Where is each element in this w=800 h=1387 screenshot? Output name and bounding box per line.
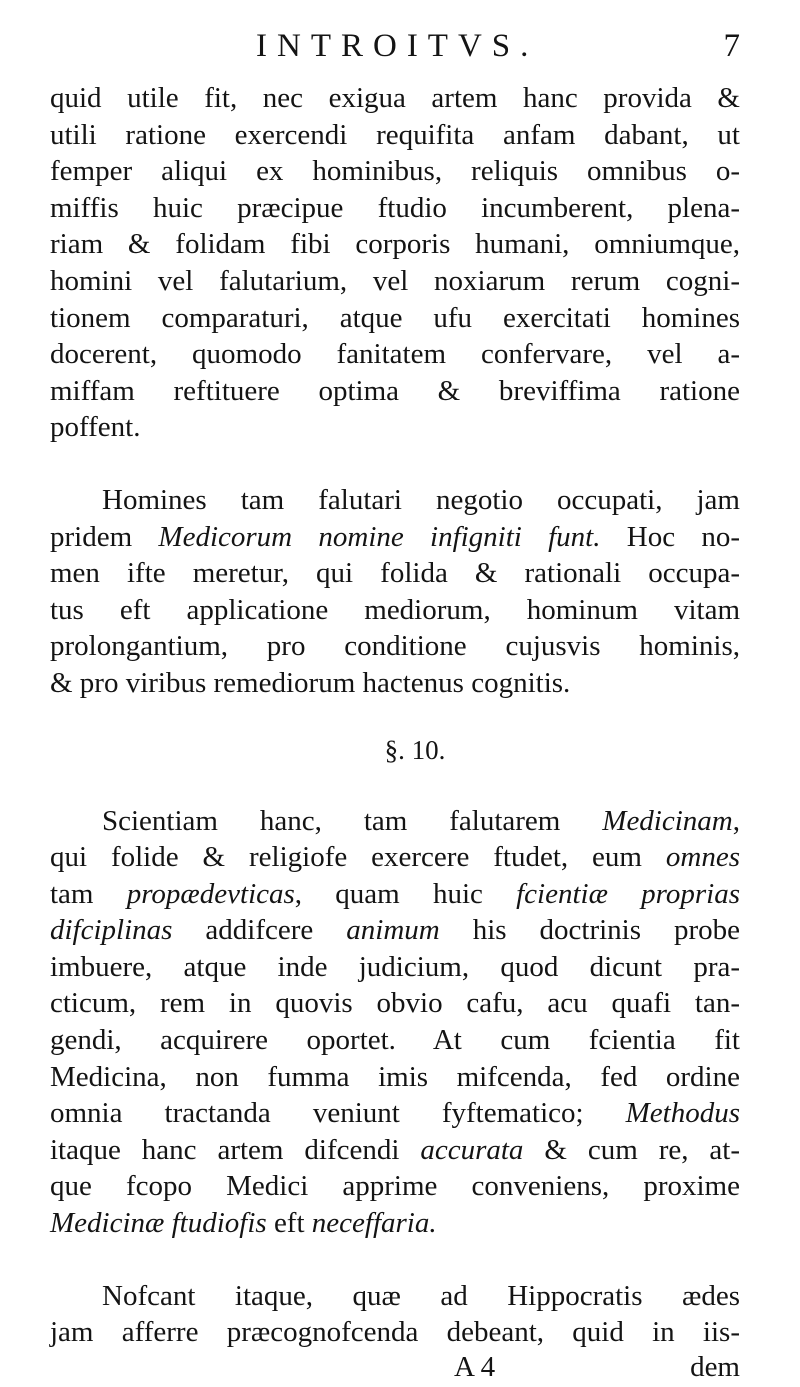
italic-run: neceffaria. [311,1207,437,1240]
italic-run: accurata [420,1133,524,1166]
paragraph-2 [50,482,740,702]
text-line [50,1205,740,1242]
italic-run: animum [346,914,440,947]
text-run: pridem [50,520,159,553]
page-number: 7 [723,28,740,64]
italic-run: Medicorum nomine infigniti funt. [158,520,601,553]
text-line: miffam reftituere optima & breviffima ratione [50,374,740,407]
text-line [50,839,740,876]
text-run: , quam huic [294,877,517,910]
italic-run: Methodus [625,1097,740,1130]
text-line: riam & folidam fibi corporis humani, omniumque, [50,228,740,261]
catchword: dem [690,1350,740,1383]
text-line: homini vel falutarium, vel noxiarum rerum cogni- [50,264,740,297]
text-line [50,519,740,556]
text-line: prolongantium, pro conditione cujusvis hominis, [50,630,740,663]
text-line: tionem comparaturi, atque ufu exercitati homines [50,301,740,334]
paragraph-1 [50,80,740,446]
text-line [50,876,740,913]
signature-mark: A 4 [454,1350,496,1383]
text-run: addifcere [172,914,347,947]
section-mark: §. 10. [384,734,446,765]
text-line: men ifte meretur, qui folida & rationali occupa- [50,557,740,590]
page-footer [50,1351,740,1387]
text-line: & pro viribus remediorum hactenus cognitis. [50,666,571,699]
italic-run: Medicinam [602,804,733,837]
italic-run: fcientiæ proprias [516,877,740,910]
text-line [50,1132,740,1169]
text-line: gendi, acquirere oportet. At cum fcientia fit [50,1024,740,1057]
text-line: femper aliqui ex hominibus, reliquis omnibus o- [50,155,740,188]
page-header [50,28,740,68]
text-run: & cum re, at- [523,1133,740,1166]
text-run: Hoc no- [600,520,740,553]
text-line: utili ratione exercendi requifita anfam dabant, ut [50,118,740,151]
text-line [50,912,740,949]
text-line [50,1095,740,1132]
text-line: tus eft applicatione mediorum, hominum vitam [50,593,740,626]
italic-run: difciplinas [50,914,173,947]
text-line: poffent. [50,411,141,444]
text-line: imbuere, atque inde judicium, quod dicunt pra- [50,950,740,983]
text-run: his doctrinis probe [439,914,741,947]
text-run: itaque hanc artem difcendi [50,1133,421,1166]
text-line: docerent, quomodo fanitatem confervare, vel a- [50,338,740,371]
text-line: miffis huic præcipue ftudio incumberent, plena- [50,191,740,224]
text-run: tam [50,877,127,910]
text-run: , [732,804,740,837]
running-title: INTROITVS. [256,28,539,64]
text-line: Medicina, non fumma imis mifcenda, fed ordine [50,1060,740,1093]
text-line: que fcopo Medici apprime conveniens, proxime [50,1170,740,1203]
paragraph-3 [50,803,740,1242]
text-line [50,803,740,840]
text-run: eft [266,1207,312,1240]
italic-run: omnes [665,841,740,874]
paragraph-4 [50,1278,740,1351]
text-run: Scientiam hanc, tam falutarem [102,804,603,837]
text-line: quid utile fit, nec exigua artem hanc provida & [50,82,740,114]
italic-run: Medicinæ ftudiofis [50,1207,267,1240]
text-line: Homines tam falutari negotio occupati, jam [102,483,740,516]
text-line: Nofcant itaque, quæ ad Hippocratis ædes [102,1279,740,1312]
text-run: omnia tractanda veniunt fyftematico; [50,1097,626,1130]
text-line: cticum, rem in quovis obvio cafu, acu quafi tan- [50,987,740,1020]
text-line: jam afferre præcognofcenda debeant, quid in iis- [50,1316,740,1349]
italic-run: propædevticas [126,877,295,910]
text-run: qui folide & religiofe exercere ftudet, eum [50,841,666,874]
